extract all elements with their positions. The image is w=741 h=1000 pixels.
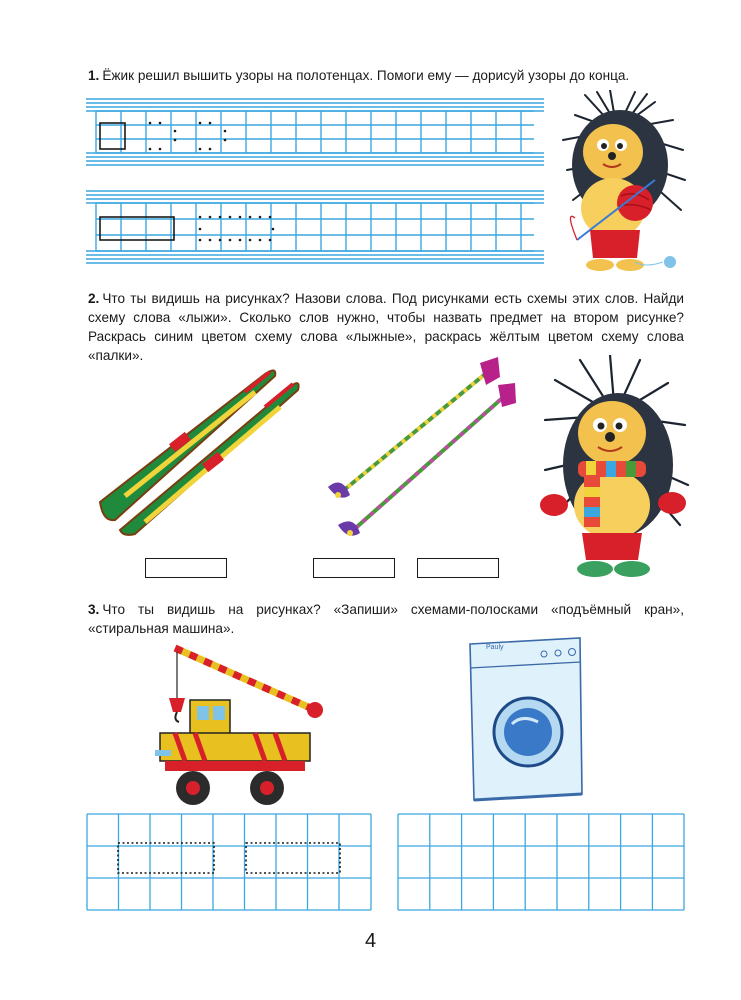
task-3-number: 3.: [88, 602, 100, 617]
task-2-instruction: Что ты видишь на рисунках? Назови слова. Под рисунками есть схемы этих слов. Найди схему слова «лыжи». Сколько слов нужно, чтобы назвать предмет на втором рисунке? Раскрась синим цветом схему слова «лыжные», раскрась жёлтым цветом схему слова «палки».: [88, 291, 684, 363]
task-2: [88, 289, 684, 365]
ski-poles-illustration: [320, 355, 520, 545]
task-2-text: [88, 289, 684, 365]
task-3-text: [88, 600, 684, 638]
task-1-number: 1.: [88, 68, 100, 83]
scheme-grid-crane[interactable]: [86, 813, 372, 911]
scheme-box-poles-word-1[interactable]: [313, 558, 395, 578]
towel-pattern-grid-2[interactable]: [86, 188, 544, 266]
task-3-instruction: Что ты видишь на рисунках? «Запиши» схемами-полосками «подъёмный кран», «стиральная машина».: [88, 602, 684, 636]
page-number: 4: [364, 930, 377, 952]
task-1-instruction: Ёжик решил вышить узоры на полотенцах. Помоги ему — дорисуй узоры до конца.: [102, 68, 630, 83]
task-2-number: 2.: [88, 291, 100, 306]
task-3: [88, 600, 684, 638]
hedgehog-in-scarf-illustration: [540, 355, 690, 580]
towel-pattern-grid-1[interactable]: [86, 96, 544, 168]
scheme-box-poles-word-2[interactable]: [417, 558, 499, 578]
hedgehog-knitting-illustration: [555, 90, 690, 275]
washing-machine-illustration: [460, 632, 590, 802]
skis-illustration: [95, 362, 305, 537]
task-1-text: [88, 66, 684, 85]
task-1: [88, 66, 684, 85]
scheme-box-skis[interactable]: [145, 558, 227, 578]
washing-machine-drawing: [460, 632, 590, 802]
scheme-grid-washing-machine[interactable]: [397, 813, 685, 911]
washing-machine-brand-label: Pauly: [486, 644, 504, 651]
crane-truck-illustration: [155, 638, 340, 810]
